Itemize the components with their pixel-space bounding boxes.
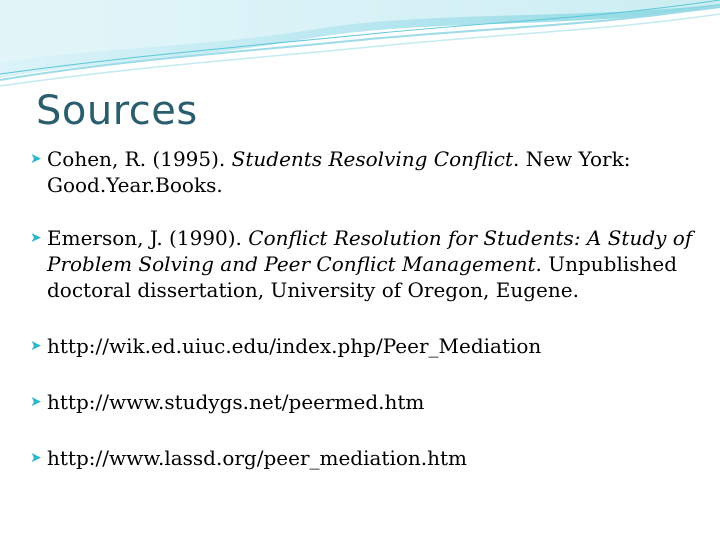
citation-text: Cohen, R. (1995). [47,147,232,171]
arrow-bullet-icon: ➤ [30,338,42,354]
citation-text: Emerson, J. (1990). [47,226,249,250]
source-url: http://wik.ed.uiuc.edu/index.php/Peer_Mediation [47,334,542,358]
list-item [30,146,700,198]
citation-text: . New York: Good.Year.Books. [47,147,631,197]
list-item [30,445,700,471]
arrow-bullet-icon: ➤ [30,151,42,167]
citation-title: Conflict Resolution for Students: A Study of Problem Solving and Peer Conflict Management [47,226,693,276]
citation-title: Students Resolving Conflict [231,147,513,171]
list-item [30,225,700,303]
citation-text: . Unpublished doctoral dissertation, University of Oregon, Eugene. [47,252,678,302]
source-url: http://www.studygs.net/peermed.htm [47,390,425,414]
list-item [30,389,700,415]
arrow-bullet-icon: ➤ [30,450,42,466]
arrow-bullet-icon: ➤ [30,230,42,246]
slide-title: Sources [36,88,198,134]
arrow-bullet-icon: ➤ [30,394,42,410]
list-item [30,333,700,359]
source-url: http://www.lassd.org/peer_mediation.htm [47,446,468,470]
sources-list [30,146,700,471]
